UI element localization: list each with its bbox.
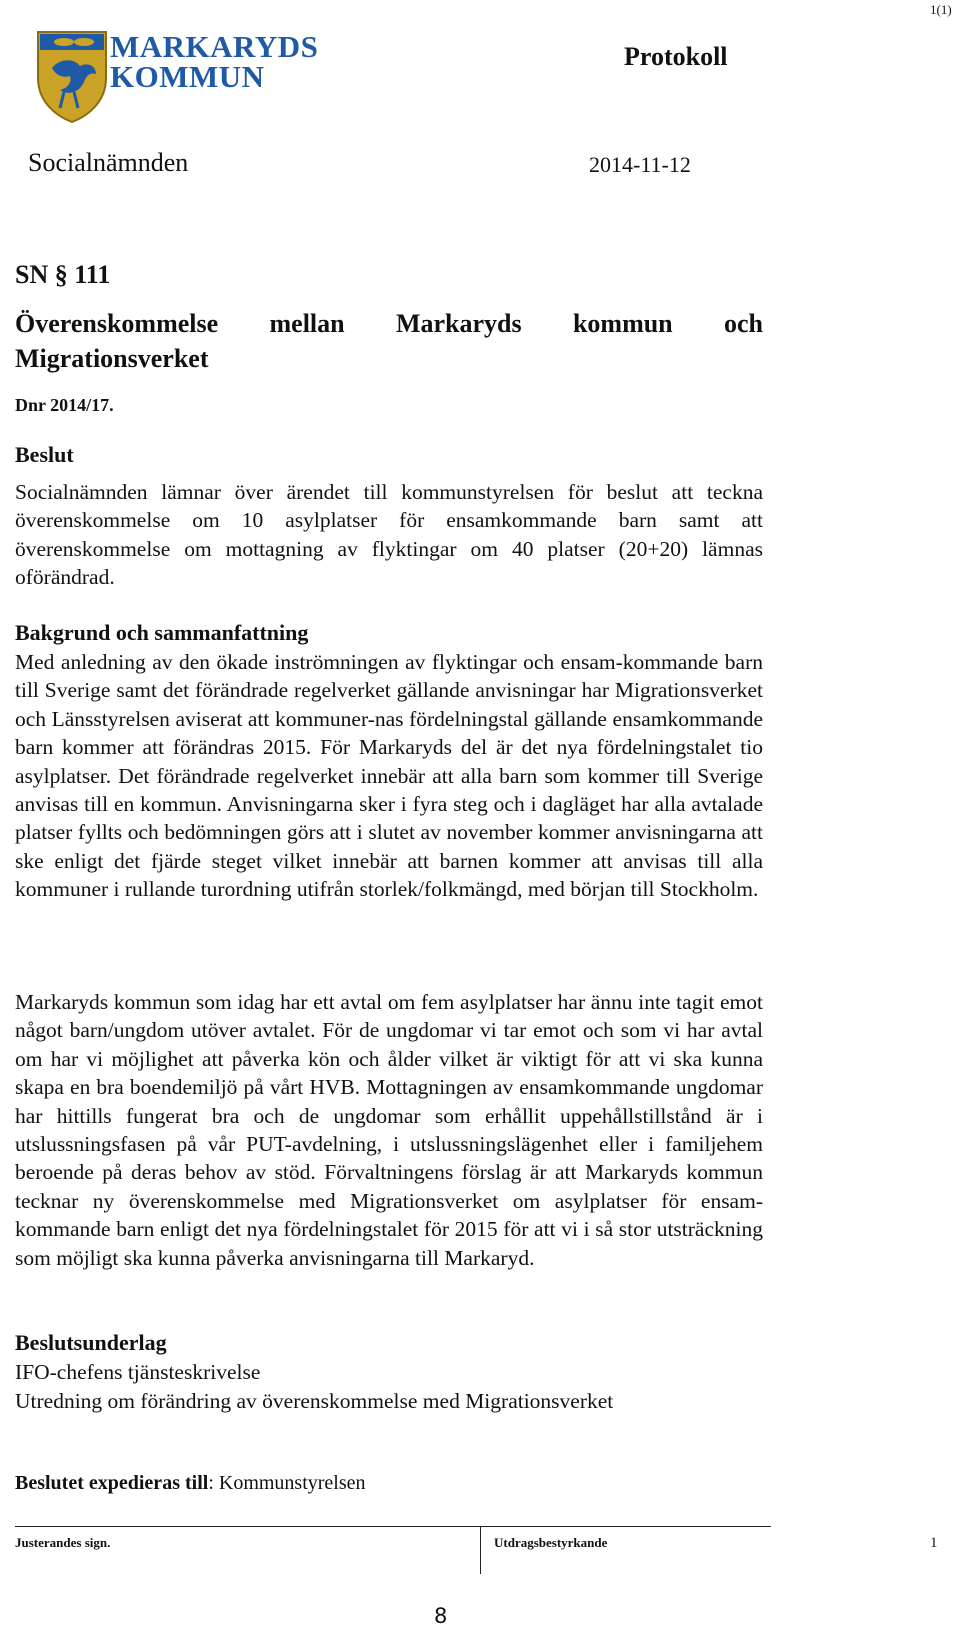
page-number-top: 1(1): [930, 2, 952, 17]
page-bottom-number: 8: [434, 1604, 448, 1628]
decision-text: Socialnämnden lämnar över ärendet till kommunstyrelsen för beslut att teckna överenskommelse om 10 asylplatser för ensamkommande barn samt att överenskommelse om mottagning av flyktingar om 40 platser (20+20) lämnas oförändrad.: [15, 480, 763, 590]
case-title-line-1: Överenskommelse mellan Markaryds kommun och: [15, 309, 763, 338]
footer-certification-label: Utdragsbestyrkande: [494, 1535, 608, 1550]
coat-of-arms-icon: [34, 28, 110, 124]
committee-name: Socialnämnden: [28, 148, 189, 177]
footer-divider: [15, 1526, 771, 1527]
meeting-date: 2014-11-12: [589, 152, 691, 177]
distribution-line: [15, 1472, 366, 1495]
list-item: IFO-chefens tjänsteskrivelse: [15, 1360, 261, 1384]
background-paragraph-2: Markaryds kommun som idag har ett avtal om fem asylplatser har ännu inte tagit emot något barn/ungdom utöver avtalet. För de ungdomar vi tar emot och som vi har avtal om har vi möjlighet att påverka kön och ålder vilket är viktigt för att vi ska kunna skapa en bra boendemiljö på vårt HVB. Mottagningen av ensamkommande ungdomar har hittills fungerat bra och de ungdomar som erhållit uppehållstillstånd är i utslussningsfasen på vår PUT-avdelning, i utslussningslägenhet eller i familjehem beroende på deras behov av stöd. Förvaltningens förslag är att Markaryds kommun tecknar ny överenskommelse med Migrationsverket om asylplatser för ensam-kommande barn enligt det nya fördelningstalet för 2015 för att vi i så stor utsträckning som möjligt ska kunna påverka anvisningarna till Markaryd.: [15, 990, 763, 1270]
distribution-label: Beslutet expedieras till: [15, 1472, 209, 1494]
case-number: SN § 111: [15, 260, 111, 289]
logo-line-1: MARKARYDS: [110, 29, 319, 64]
footer-page-number: 1: [930, 1535, 938, 1551]
footer-column-divider: [480, 1526, 481, 1574]
footer-signature-label: Justerandes sign.: [15, 1535, 111, 1550]
background-heading: Bakgrund och sammanfattning: [15, 620, 309, 645]
logo-line-2: KOMMUN: [110, 59, 265, 94]
list-item: Utredning om förändring av överenskommelse med Migrationsverket: [15, 1388, 614, 1413]
case-title-line-2: Migrationsverket: [15, 344, 209, 373]
decision-basis-heading: Beslutsunderlag: [15, 1330, 167, 1355]
case-title: [15, 306, 763, 376]
decision-heading: Beslut: [15, 442, 74, 467]
document-type: Protokoll: [624, 42, 728, 71]
decision-basis-list: [15, 1358, 613, 1415]
diary-number: Dnr 2014/17.: [15, 395, 114, 415]
distribution-value: : Kommunstyrelsen: [208, 1472, 366, 1494]
logo-wordmark: [110, 29, 319, 94]
municipality-logo: [34, 28, 334, 128]
background-paragraph-1: Med anledning av den ökade inströmningen av flyktingar och ensam-kommande barn till Sverige samt det förändrade regelverket gällande anvisningar har Migrationsverket och Länsstyrelsen aviserat att kommuner-nas fördelningstal gällande ensamkommande barn kommer att förändras 2015. För Markaryds del är det nya fördelningstalet tio asylplatser. Det förändrade regelverket innebär att alla barn som kommer till Sverige anvisas till en kommun. Anvisningarna sker i fyra steg och i dagläget har alla avtalade platser fyllts och bedömningen görs att i slutet av november kommer anvisningarna att ske enligt det fjärde steget vilket innebär att barnen kommer att anvisas till alla kommuner i rullande turordning utifrån storlek/folkmängd, med början till Stockholm.: [15, 650, 763, 902]
